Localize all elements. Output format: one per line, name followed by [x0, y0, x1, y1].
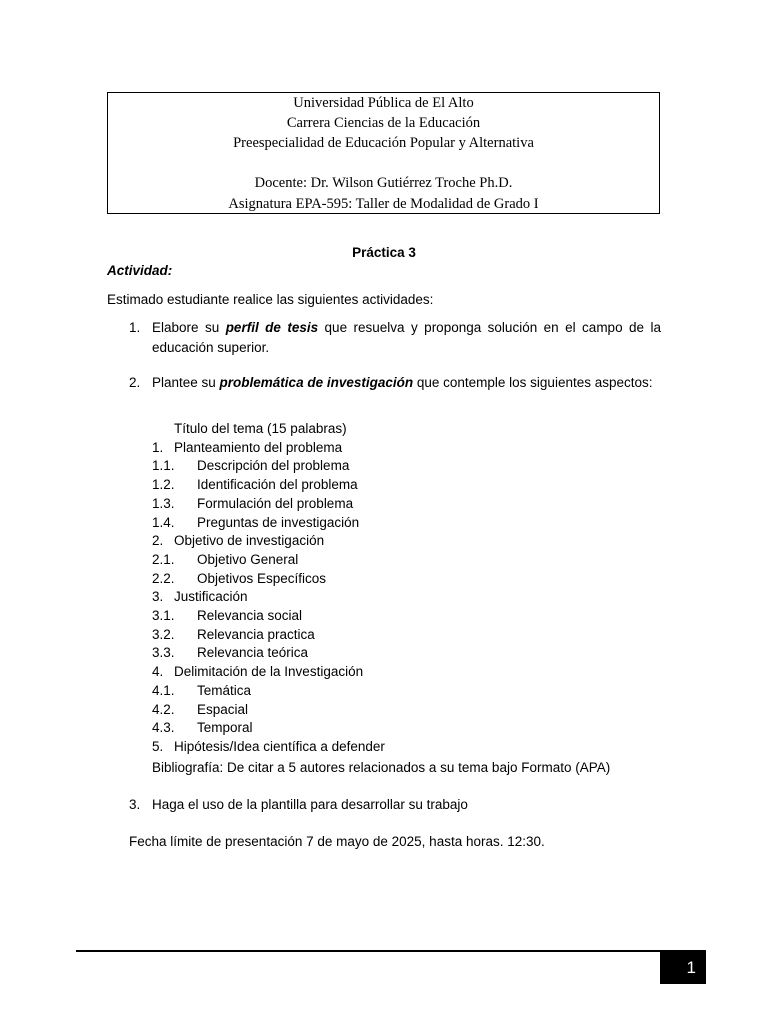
aspect-number: 3.1. — [152, 608, 175, 623]
aspect-number: 1.3. — [152, 495, 175, 511]
aspect-number: 3.3. — [152, 645, 175, 661]
document-header-box — [107, 92, 660, 214]
aspect-text: Identificación del problema — [197, 477, 358, 493]
aspect-text: Preguntas de investigación — [197, 514, 360, 530]
aspect-text: Relevancia practica — [197, 626, 315, 642]
aspect-text: Objetivo de investigación — [174, 533, 325, 549]
item-text: Plantee su problemática de investigación que contemple los siguientes aspectos: — [152, 375, 653, 390]
deadline-text: Fecha límite de presentación 7 de mayo de 2025, hasta horas. 12:30. — [129, 834, 545, 849]
page-title: Práctica 3 — [352, 245, 416, 260]
aspect-text: Relevancia teórica — [197, 645, 309, 661]
item-text: Elabore su perfil de tesis que resuelva y proponga solución en el campo de la educación superior. — [152, 320, 661, 355]
emphasis-text: problemática de investigación — [219, 375, 414, 390]
university-name: Universidad Pública de El Alto — [293, 95, 474, 111]
aspect-number: 3. — [152, 589, 164, 605]
aspect-number: 2.1. — [152, 551, 175, 567]
aspect-number: 2. — [152, 533, 164, 549]
item-number: 2. — [129, 375, 141, 390]
bibliography-note: Bibliografía: De citar a 5 autores relacionados a su tema bajo Formato (APA) — [152, 760, 611, 775]
aspect-text: Espacial — [197, 701, 249, 717]
aspect-text: Temática — [197, 682, 252, 698]
teacher-name: Docente: Dr. Wilson Gutiérrez Troche Ph.D. — [254, 175, 513, 191]
aspect-number: 1.2. — [152, 477, 175, 493]
item-number: 3. — [129, 797, 141, 812]
aspect-text: Formulación del problema — [197, 495, 354, 511]
page-number: 1 — [660, 951, 706, 984]
aspect-text: Objetivos Específicos — [197, 570, 327, 586]
item-number: 1. — [129, 320, 141, 335]
aspect-number: 5. — [152, 738, 164, 754]
aspect-text: Descripción del problema — [197, 458, 350, 474]
aspect-number: 1.4. — [152, 514, 175, 530]
footer-rule — [76, 950, 706, 952]
aspect-text: Relevancia social — [197, 608, 303, 623]
aspect-number: 1. — [152, 439, 164, 455]
specialty-name: Preespecialidad de Educación Popular y Alternativa — [233, 135, 534, 151]
activity-label: Actividad: — [107, 263, 173, 278]
subject-name: Asignatura EPA-595: Taller de Modalidad de Grado I — [228, 196, 539, 212]
aspect-number: 4. — [152, 664, 164, 680]
emphasis-text: perfil de tesis — [225, 320, 319, 335]
aspect-number: 1.1. — [152, 458, 175, 474]
aspect-text: Hipótesis/Idea científica a defender — [174, 738, 385, 754]
aspect-number: 2.2. — [152, 570, 175, 586]
item-text: Haga el uso de la plantilla para desarrollar su trabajo — [152, 797, 468, 812]
aspect-text: Justificación — [174, 589, 248, 605]
aspect-number: 4.3. — [152, 720, 175, 736]
intro-text: Estimado estudiante realice las siguientes actividades: — [107, 292, 434, 307]
aspect-text: Planteamiento del problema — [174, 439, 343, 455]
aspect-text: Título del tema (15 palabras) — [174, 421, 347, 436]
aspect-text: Delimitación de la Investigación — [174, 664, 364, 680]
aspect-number: 4.2. — [152, 701, 175, 717]
aspect-number: 4.1. — [152, 682, 175, 698]
career-name: Carrera Ciencias de la Educación — [286, 115, 481, 131]
aspect-number: 3.2. — [152, 626, 175, 642]
aspect-text: Objetivo General — [197, 551, 299, 567]
aspect-text: Temporal — [197, 720, 253, 736]
